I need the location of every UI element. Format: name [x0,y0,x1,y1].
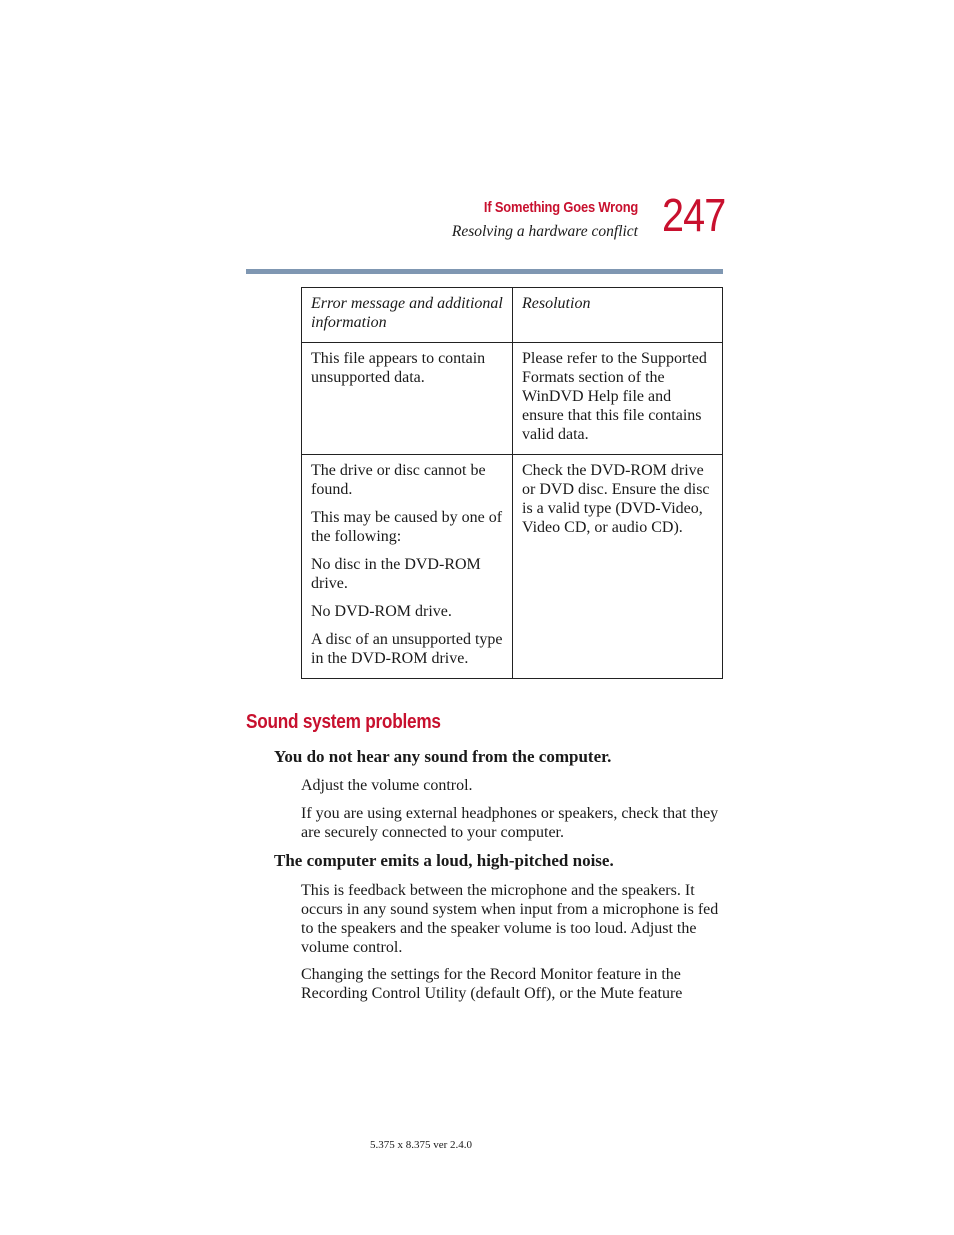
error-cell [302,343,513,455]
resolution-text: Check the DVD-ROM drive or DVD disc. Ensure the disc is a valid type (DVD-Video, Video CD, or audio CD). [522,462,710,536]
error-text: No disc in the DVD-ROM drive. [311,556,481,592]
error-text: The drive or disc cannot be found. [311,462,486,498]
table-row [302,343,723,455]
body-paragraph: If you are using external headphones or speakers, check that they are securely connected to your computer. [301,805,719,841]
page-number: 247 [662,189,726,241]
error-text: No DVD-ROM drive. [311,603,452,620]
resolution-cell [513,343,723,455]
error-resolution-table [301,287,723,679]
table-header-row [302,288,723,343]
body-paragraph: This is feedback between the microphone and the speakers. It occurs in any sound system when input from a microphone is fed to the speakers and the speaker volume is too loud. Adjust the volume control. [301,882,719,956]
chapter-title: If Something Goes Wrong [483,199,638,216]
body-paragraph: Adjust the volume control. [301,777,473,794]
error-cell [302,455,513,679]
section-title: Resolving a hardware conflict [451,223,638,240]
table-row [302,455,723,679]
body-paragraph: Changing the settings for the Record Monitor feature in the Recording Control Utility (default Off), or the Mute feature [301,966,683,1002]
problem-heading: You do not hear any sound from the computer. [274,747,612,766]
error-text: This may be caused by one of the following: [311,509,503,545]
resolution-cell [513,455,723,679]
section-heading: Sound system problems [246,710,441,733]
running-header [452,199,638,241]
problem-heading: The computer emits a loud, high-pitched noise. [274,851,614,870]
header-rule [246,269,723,274]
column-header-resolution: Resolution [513,288,723,343]
resolution-text: Please refer to the Supported Formats section of the WinDVD Help file and ensure that this file contains valid data. [522,350,707,443]
error-text: A disc of an unsupported type in the DVD-ROM drive. [311,631,503,667]
column-header-error: Error message and additional information [302,288,513,343]
error-text: This file appears to contain unsupported data. [311,350,486,386]
footer-version: 5.375 x 8.375 ver 2.4.0 [370,1139,473,1151]
